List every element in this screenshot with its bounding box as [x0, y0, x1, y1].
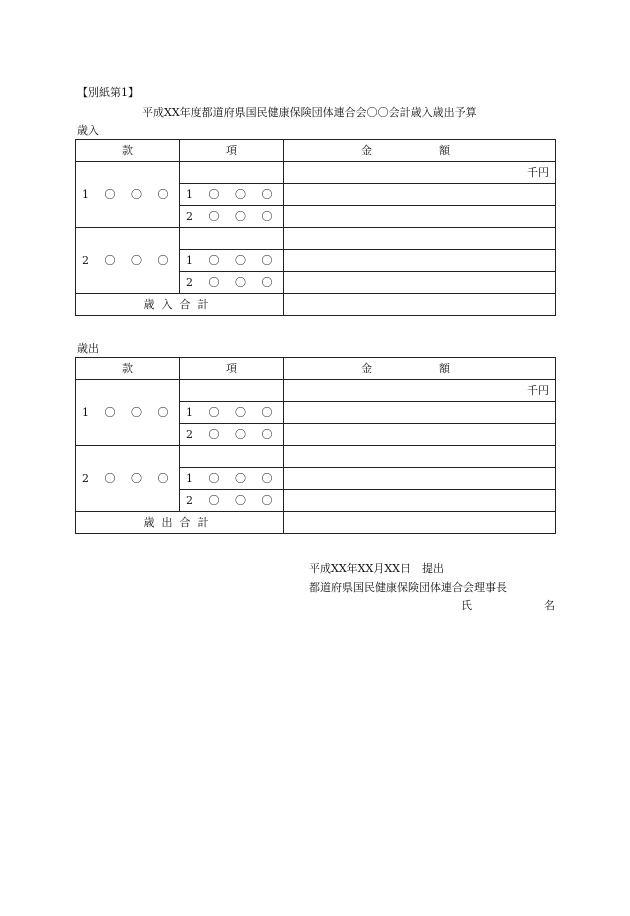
- header-amount-text: 金 額: [361, 143, 478, 157]
- revenue-kan-1-text: 1 〇 〇 〇: [82, 187, 175, 201]
- expenditure-total-amount: [284, 512, 556, 534]
- revenue-kan-1-summary-cell: [180, 162, 284, 184]
- revenue-kou-1-2-text: 2 〇 〇 〇: [186, 209, 279, 223]
- revenue-unit-cell: 千円: [284, 162, 556, 184]
- revenue-total-amount: [284, 294, 556, 316]
- name-label-first: 氏: [461, 599, 472, 612]
- header-kan: 款: [76, 140, 180, 162]
- revenue-kou-2-1: [180, 250, 284, 272]
- revenue-kou-1-1: [180, 184, 284, 206]
- expenditure-kan-2-summary-cell: [180, 446, 284, 468]
- table-row: [76, 446, 556, 468]
- expenditure-total-label: [76, 512, 284, 534]
- revenue-amount-cell: [284, 250, 556, 272]
- name-label-second: 名: [544, 599, 555, 612]
- header-amount: [284, 358, 556, 380]
- expenditure-kan-2-text: 2 〇 〇 〇: [82, 471, 175, 485]
- expenditure-kou-1-2-text: 2 〇 〇 〇: [186, 427, 279, 441]
- revenue-amount-cell: [284, 272, 556, 294]
- revenue-section-label: 歳入: [77, 124, 99, 137]
- revenue-kan-2-summary-cell: [180, 228, 284, 250]
- signatory-title: 都道府県国民健康保険団体連合会理事長: [309, 581, 507, 594]
- expenditure-kan-1-summary-cell: [180, 380, 284, 402]
- revenue-table: [75, 139, 556, 316]
- expenditure-table: [75, 357, 556, 534]
- expenditure-total-text: 歳出合計: [143, 515, 216, 529]
- expenditure-section-label: 歳出: [77, 342, 99, 355]
- header-amount-text: 金 額: [361, 361, 478, 375]
- expenditure-amount-cell: [284, 446, 556, 468]
- expenditure-amount-cell: [284, 424, 556, 446]
- header-kou: 項: [180, 358, 284, 380]
- header-amount: [284, 140, 556, 162]
- table-row: [76, 228, 556, 250]
- revenue-kan-1: [76, 162, 180, 228]
- expenditure-kou-1-1: [180, 402, 284, 424]
- revenue-total-text: 歳入合計: [143, 297, 216, 311]
- expenditure-kou-2-2-text: 2 〇 〇 〇: [186, 493, 279, 507]
- revenue-kou-1-2: [180, 206, 284, 228]
- revenue-amount-cell: [284, 206, 556, 228]
- table-row: [76, 162, 556, 184]
- submission-date: 平成XX年XX月XX日 提出: [309, 562, 444, 575]
- table-header-row: [76, 358, 556, 380]
- revenue-kan-2: [76, 228, 180, 294]
- expenditure-kan-1: [76, 380, 180, 446]
- expenditure-kou-2-2: [180, 490, 284, 512]
- revenue-kou-1-1-text: 1 〇 〇 〇: [186, 187, 279, 201]
- expenditure-kou-1-2: [180, 424, 284, 446]
- expenditure-kou-2-1-text: 1 〇 〇 〇: [186, 471, 279, 485]
- revenue-total-label: [76, 294, 284, 316]
- table-row: [76, 380, 556, 402]
- expenditure-amount-cell: [284, 468, 556, 490]
- table-header-row: [76, 140, 556, 162]
- expenditure-kan-2: [76, 446, 180, 512]
- revenue-kou-2-2: [180, 272, 284, 294]
- total-row: [76, 294, 556, 316]
- expenditure-kan-1-text: 1 〇 〇 〇: [82, 405, 175, 419]
- revenue-kou-2-2-text: 2 〇 〇 〇: [186, 275, 279, 289]
- document-title: 平成XX年度都道府県国民健康保険団体連合会〇〇会計歳入歳出予算: [142, 106, 477, 119]
- attachment-label: 【別紙第1】: [77, 86, 139, 99]
- header-kou: 項: [180, 140, 284, 162]
- total-row: [76, 512, 556, 534]
- revenue-kou-2-1-text: 1 〇 〇 〇: [186, 253, 279, 267]
- expenditure-kou-2-1: [180, 468, 284, 490]
- revenue-amount-cell: [284, 184, 556, 206]
- expenditure-kou-1-1-text: 1 〇 〇 〇: [186, 405, 279, 419]
- header-kan: 款: [76, 358, 180, 380]
- revenue-kan-2-text: 2 〇 〇 〇: [82, 253, 175, 267]
- revenue-amount-cell: [284, 228, 556, 250]
- expenditure-unit-cell: 千円: [284, 380, 556, 402]
- expenditure-amount-cell: [284, 402, 556, 424]
- expenditure-amount-cell: [284, 490, 556, 512]
